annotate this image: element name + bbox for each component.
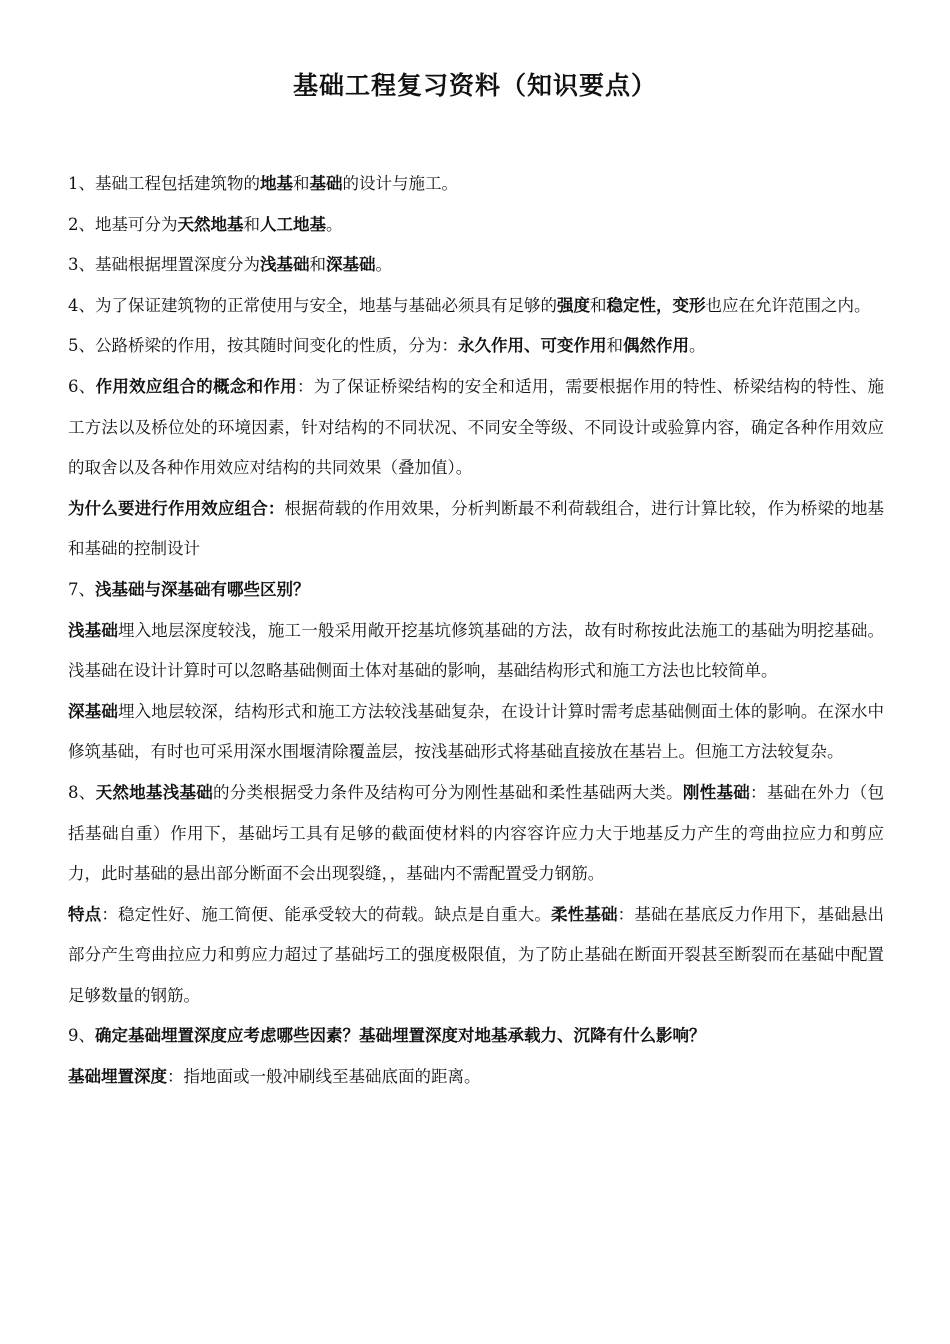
bold-term: 强度 — [557, 295, 590, 315]
paragraph-4 — [68, 286, 884, 327]
text: 的分类根据受力条件及结构可分为刚性基础和柔性基础两大类。 — [213, 782, 683, 802]
paragraph-2 — [68, 205, 884, 246]
bold-term: 浅基础 — [68, 620, 118, 640]
paragraph-8 — [68, 773, 884, 895]
text: 和 — [606, 336, 623, 356]
text: 8、 — [68, 782, 96, 802]
paragraph-8b — [68, 895, 884, 1017]
document-body — [68, 164, 884, 1098]
paragraph-6b — [68, 489, 884, 570]
text: 。 — [326, 214, 343, 234]
bold-term: 天然地基 — [177, 214, 244, 234]
text: 。 — [689, 336, 706, 356]
paragraph-5 — [68, 326, 884, 367]
paragraph-3 — [68, 245, 884, 286]
text: 也应在允许范围之内。 — [705, 295, 871, 315]
bold-term: 基础埋置深度 — [68, 1067, 167, 1087]
text: 埋入地层深度较浅，施工一般采用敞开挖基坑修筑基础的方法，故有时称按此法施工的基础为明挖基础。浅基础在设计计算时可以忽略基础侧面土体对基础的影响，基础结构形式和施工方法也比较简单。 — [68, 620, 884, 681]
bold-term: 地基 — [260, 174, 293, 193]
bold-term: 深基础 — [68, 701, 118, 721]
bold-term: 刚性基础 — [682, 782, 751, 802]
bold-term: 基础 — [309, 174, 343, 193]
paragraph-7 — [68, 570, 884, 611]
bold-term: 稳定性 — [606, 295, 656, 315]
text: 和 — [293, 174, 310, 193]
bold-punct: ， — [656, 295, 673, 315]
text: ：稳定性好、施工简便、能承受较大的荷载。缺点是自重大。 — [101, 904, 552, 924]
text: 5、公路桥梁的作用，按其随时间变化的性质，分为： — [68, 336, 458, 356]
text: 和 — [309, 255, 326, 275]
bold-term: 变形 — [672, 295, 706, 315]
text: 和 — [590, 295, 607, 315]
paragraph-7a — [68, 611, 884, 692]
bold-heading: 浅基础与深基础有哪些区别？ — [95, 579, 310, 599]
bold-term: 作用效应组合的概念和作用 — [95, 376, 297, 396]
bold-term: 人工地基 — [260, 214, 326, 234]
bold-term: 特点 — [68, 904, 102, 924]
text: 9、 — [68, 1026, 95, 1046]
text: 1、基础工程包括建筑物的 — [68, 174, 260, 193]
paragraph-7b — [68, 692, 884, 773]
bold-term: 偶然作用 — [623, 336, 689, 356]
text: 3、基础根据埋置深度分为 — [68, 255, 260, 275]
text: 。 — [375, 255, 392, 275]
text: 7、 — [68, 579, 95, 599]
bold-term: 永久作用、可变作用 — [458, 336, 607, 356]
bold-term: 浅基础 — [260, 255, 310, 275]
paragraph-9a — [68, 1057, 884, 1098]
text: 2、地基可分为 — [68, 214, 178, 234]
text: 和 — [243, 214, 260, 234]
text: ：基础在基底反力作用下，基础悬出部分产生弯曲拉应力和剪应力超过了基础圬工的强度极限值，为了防止基础在断面开裂甚至断裂而在基础中配置足够数量的钢筋。 — [68, 904, 884, 1005]
bold-term: 柔性基础 — [551, 904, 618, 924]
text: 6、 — [68, 376, 96, 396]
text: 的设计与施工。 — [342, 174, 458, 193]
bold-term: 深基础 — [326, 255, 376, 275]
paragraph-9 — [68, 1016, 884, 1057]
text: 埋入地层较深，结构形式和施工方法较浅基础复杂，在设计计算时需考虑基础侧面土体的影响。在深水中修筑基础，有时也可采用深水围堰清除覆盖层，按浅基础形式将基础直接放在基岩上。但施工方法较复杂。 — [68, 701, 884, 762]
bold-heading: 确定基础埋置深度应考虑哪些因素？基础埋置深度对地基承载力、沉降有什么影响？ — [95, 1026, 706, 1046]
text: 4、为了保证建筑物的正常使用与安全，地基与基础必须具有足够的 — [68, 295, 557, 315]
text: ：指地面或一般冲刷线至基础底面的距离。 — [167, 1067, 481, 1087]
text: 根据荷载的作用效果，分析判断最不利荷载组合，进行计算比较，作为桥梁的地基和基础的控制设计 — [68, 498, 884, 559]
text: ：为了保证桥梁结构的安全和适用，需要根据作用的特性、桥梁结构的特性、施工方法以及桥位处的环境因素，针对结构的不同状况、不同安全等级、不同设计或验算内容，确定各种作用效应的取舍以及各种作用效应对结构的共同效果（叠加值）。 — [68, 376, 884, 478]
text: ：基础在外力（包括基础自重）作用下，基础圬工具有足够的截面使材料的内容容许应力大于地基反力产生的弯曲拉应力和剪应力，此时基础的悬出部分断面不会出现裂缝，，基础内不需配置受力钢筋。 — [68, 782, 884, 884]
bold-term: 天然地基浅基础 — [95, 782, 214, 802]
paragraph-1 — [68, 164, 884, 205]
paragraph-6 — [68, 367, 884, 489]
page-title: 基础工程复习资料（知识要点） — [292, 71, 657, 100]
bold-term: 为什么要进行作用效应组合： — [68, 498, 285, 518]
